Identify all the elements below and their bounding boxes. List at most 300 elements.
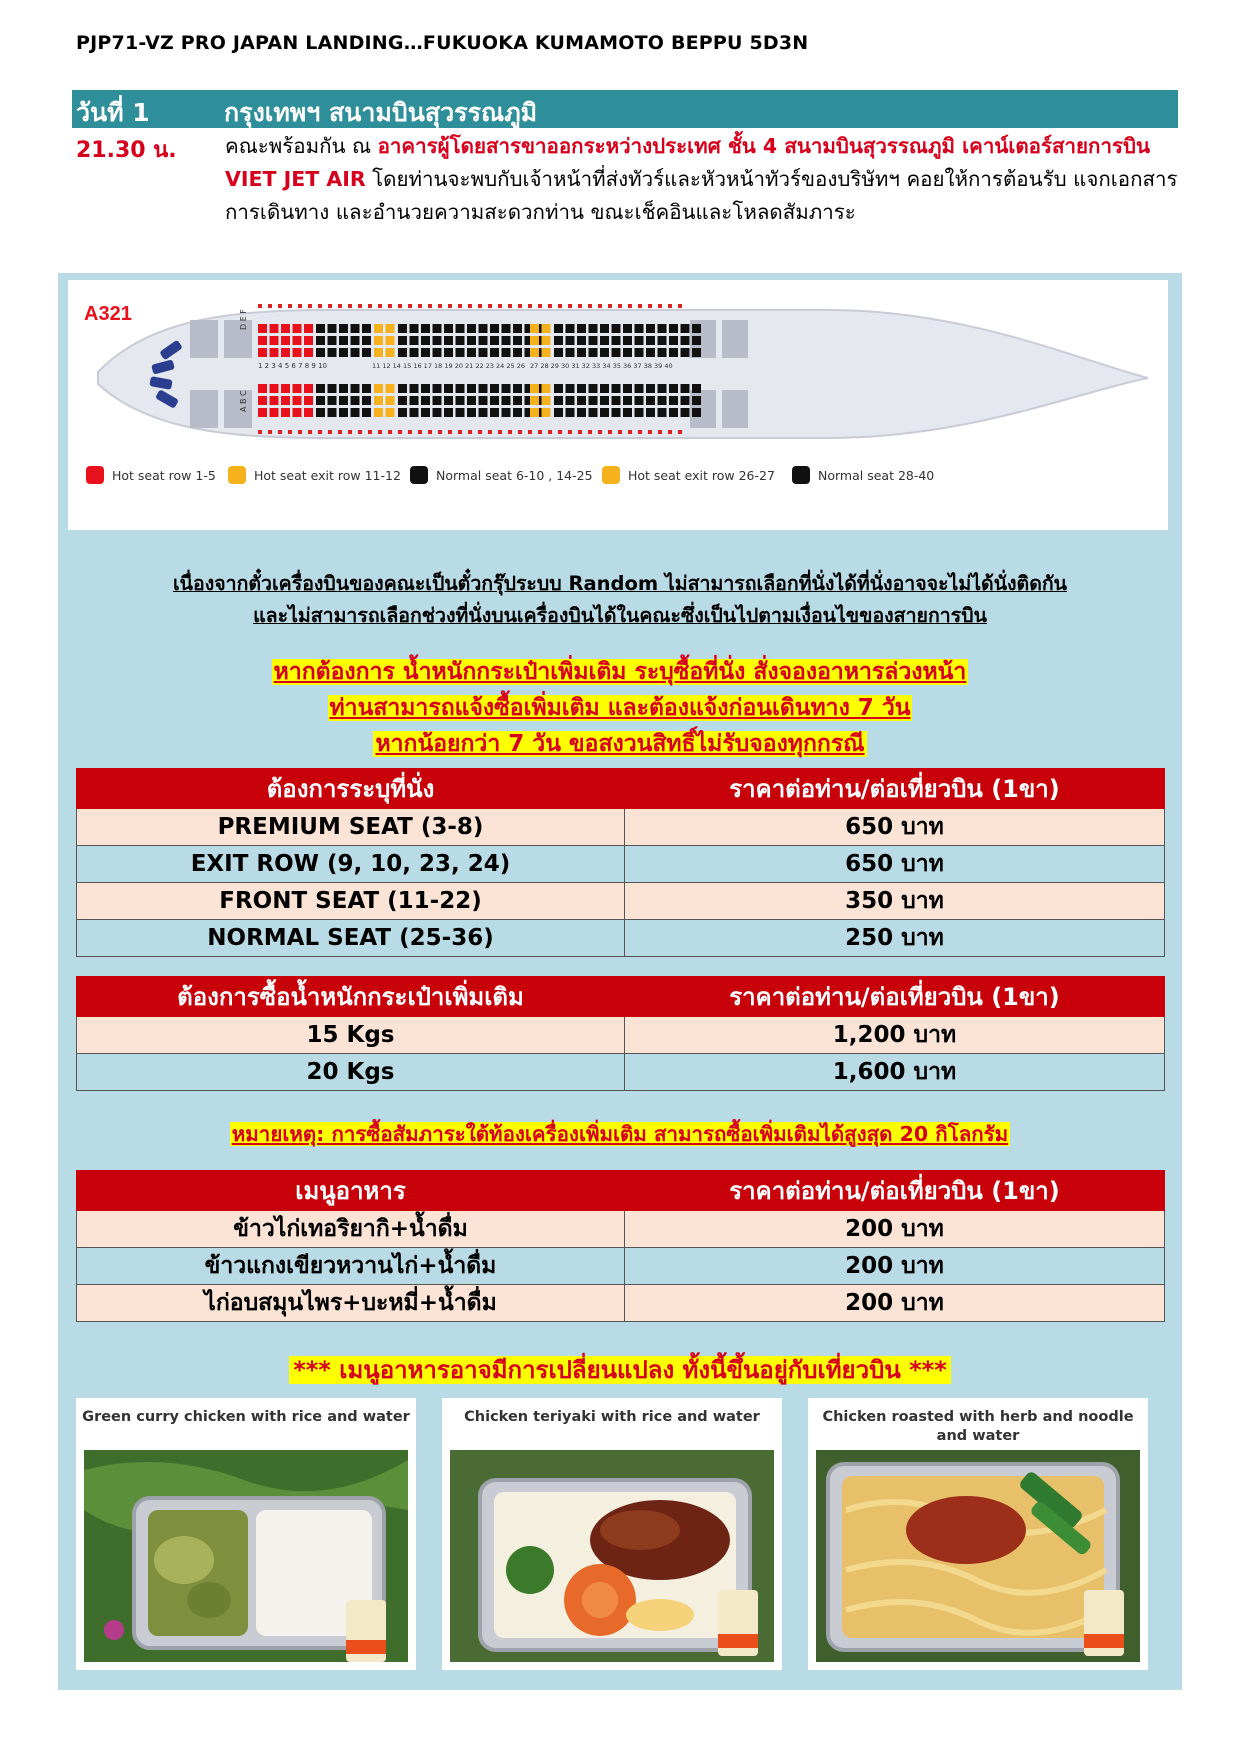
seat-normal — [490, 348, 499, 357]
seat-normal — [490, 384, 499, 393]
seat-price-table — [76, 768, 1165, 957]
table-row — [77, 846, 1165, 883]
seat-hot — [270, 408, 279, 417]
seat-exit — [374, 324, 383, 333]
seat-normal — [600, 348, 609, 357]
window-dot — [258, 430, 262, 434]
seat-exit — [386, 396, 395, 405]
seat-hot — [258, 336, 267, 345]
seat-normal — [362, 408, 371, 417]
seat-normal — [444, 324, 453, 333]
window-dot — [578, 430, 582, 434]
window-dot — [608, 430, 612, 434]
food-caption: Green curry chicken with rice and water — [82, 1409, 410, 1425]
seat-normal — [479, 324, 488, 333]
seat-normal — [502, 396, 511, 405]
seat-normal — [513, 384, 522, 393]
window-dot — [498, 304, 502, 308]
teriyaki-image — [450, 1450, 774, 1662]
seat-hot — [258, 348, 267, 357]
seat-exit — [374, 348, 383, 357]
seat-exit — [386, 384, 395, 393]
food-caption: Chicken teriyaki with rice and water — [464, 1409, 760, 1425]
window-dot — [638, 430, 642, 434]
seat-normal — [566, 348, 575, 357]
seat-normal — [316, 336, 325, 345]
window-dot — [678, 430, 682, 434]
seat-normal — [658, 384, 667, 393]
window-dot — [398, 430, 402, 434]
seat-hot — [304, 408, 313, 417]
window-dot — [408, 430, 412, 434]
seat-normal — [566, 384, 575, 393]
window-dot — [278, 304, 282, 308]
seat-normal — [669, 324, 678, 333]
seat-normal — [444, 408, 453, 417]
seat-hot — [281, 348, 290, 357]
seat-exit — [542, 336, 551, 345]
seat-normal — [362, 396, 371, 405]
seat-normal — [421, 396, 430, 405]
green-curry-image — [84, 1450, 408, 1662]
seat-normal — [339, 384, 348, 393]
window-dot — [298, 304, 302, 308]
seat-normal — [635, 396, 644, 405]
seat-normal — [328, 384, 337, 393]
menu-note-text: *** เมนูอาหารอาจมีการเปลี่ยนแปลง ทั้งนี้ขึ้นอยู่กับเที่ยวบิน *** — [289, 1356, 951, 1384]
seat-normal — [456, 396, 465, 405]
window-dot — [368, 304, 372, 308]
seat-exit — [542, 384, 551, 393]
seat-price: 250 บาท — [625, 920, 1165, 957]
seat-normal — [467, 384, 476, 393]
window-dot — [568, 304, 572, 308]
seat-normal — [600, 396, 609, 405]
seat-normal — [600, 336, 609, 345]
seat-normal — [479, 348, 488, 357]
seat-exit — [374, 384, 383, 393]
itinerary-time: 21.30 น. — [76, 138, 177, 163]
baggage-price-table — [76, 976, 1165, 1091]
seat-normal — [612, 324, 621, 333]
table-row — [77, 1211, 1165, 1248]
window-dot — [588, 304, 592, 308]
seat-normal — [351, 348, 360, 357]
window-dot — [378, 430, 382, 434]
seat-normal — [410, 384, 419, 393]
seat-normal — [554, 396, 563, 405]
seat-normal — [692, 408, 701, 417]
seat-normal — [658, 324, 667, 333]
seat-exit — [530, 348, 539, 357]
seat-normal — [410, 408, 419, 417]
seat-normal — [658, 396, 667, 405]
seat-normal — [566, 396, 575, 405]
window-dot — [448, 430, 452, 434]
window-dot — [678, 304, 682, 308]
seat-normal — [623, 384, 632, 393]
seat-exit — [542, 396, 551, 405]
seat-normal — [479, 336, 488, 345]
seat-normal — [490, 336, 499, 345]
seat-normal — [600, 408, 609, 417]
meal-name: ไก่อบสมุนไพร+บะหมี่+น้ำดื่ม — [77, 1285, 625, 1322]
seat-normal — [362, 384, 371, 393]
seat-hot — [293, 396, 302, 405]
window-dot — [318, 430, 322, 434]
meal-name: ข้าวไก่เทอริยากิ+น้ำดื่ม — [77, 1211, 625, 1248]
window-dot — [428, 430, 432, 434]
seat-type: FRONT SEAT (11-22) — [77, 883, 625, 920]
window-dot — [648, 304, 652, 308]
legend-swatch — [410, 466, 428, 484]
legend-label: Normal seat 6-10 , 14-25 — [436, 468, 593, 483]
window-dot — [468, 304, 472, 308]
itinerary-text-3: โดยท่านจะพบกับเจ้าหน้าที่ส่งทัวร์และหัวหน้าทัวร์ของบริษัทฯ คอยให้การต้อนรับ แจกเอกสารการเดินทาง และอำนวยความสะดวกท่าน ขณะเช็คอินและโหลดสัมภาระ — [225, 167, 1178, 224]
table-row — [77, 1017, 1165, 1054]
window-dot — [268, 430, 272, 434]
food-photo-roasted-chicken — [808, 1398, 1148, 1670]
seat-normal — [513, 348, 522, 357]
seat-hot — [281, 396, 290, 405]
food-caption: Chicken roasted with herb and noodle and water — [822, 1409, 1134, 1444]
seat-normal — [433, 408, 442, 417]
seat-normal — [479, 396, 488, 405]
meal-price: 200 บาท — [625, 1211, 1165, 1248]
window-dot — [258, 304, 262, 308]
meal-header-1: เมนูอาหาร — [77, 1171, 625, 1211]
window-dot — [618, 430, 622, 434]
day-header — [72, 90, 1178, 128]
window-dot — [438, 304, 442, 308]
seat-normal — [351, 324, 360, 333]
seat-normal — [467, 324, 476, 333]
seat-hot — [281, 408, 290, 417]
seat-normal — [577, 336, 586, 345]
window-dot — [348, 430, 352, 434]
day-place: กรุงเทพฯ สนามบินสุวรรณภูมิ — [224, 98, 538, 127]
seat-normal — [554, 408, 563, 417]
window-dot — [518, 304, 522, 308]
table-row — [77, 920, 1165, 957]
roasted-chicken-image — [816, 1450, 1140, 1662]
seat-type: PREMIUM SEAT (3-8) — [77, 809, 625, 846]
seat-normal — [456, 336, 465, 345]
seat-normal — [328, 408, 337, 417]
seat-hot — [293, 408, 302, 417]
seat-normal — [351, 384, 360, 393]
seat-hot — [293, 336, 302, 345]
seat-exit — [386, 336, 395, 345]
seat-exit — [386, 324, 395, 333]
seat-normal — [692, 336, 701, 345]
row-numbers-middle: 11 12 14 15 16 17 18 19 20 21 22 23 24 25 26 — [372, 362, 525, 370]
legend-swatch — [792, 466, 810, 484]
seat-normal — [681, 408, 690, 417]
seat-normal — [635, 408, 644, 417]
window-dot — [658, 430, 662, 434]
seat-normal — [351, 408, 360, 417]
notice-line-2: และไม่สามารถเลือกช่วงที่นั่งบนเครื่องบินได้ในคณะซึ่งเป็นไปตามเงื่อนไขของสายการบิน — [253, 604, 987, 627]
seat-normal — [456, 408, 465, 417]
legend-label: Hot seat row 1-5 — [112, 468, 216, 483]
seat-normal — [589, 348, 598, 357]
seat-price: 650 บาท — [625, 846, 1165, 883]
seat-normal — [623, 324, 632, 333]
meal-price-table — [76, 1170, 1165, 1322]
window-dot — [478, 430, 482, 434]
baggage-price: 1,200 บาท — [625, 1017, 1165, 1054]
seat-normal — [692, 324, 701, 333]
seat-normal — [669, 408, 678, 417]
seat-normal — [589, 324, 598, 333]
seat-normal — [635, 324, 644, 333]
seat-normal — [456, 348, 465, 357]
seat-normal — [467, 408, 476, 417]
window-dot — [548, 430, 552, 434]
seat-normal — [444, 384, 453, 393]
table-row — [77, 883, 1165, 920]
window-dot — [528, 304, 532, 308]
seat-normal — [490, 396, 499, 405]
legend-label: Hot seat exit row 26-27 — [628, 468, 775, 483]
window-dot — [398, 304, 402, 308]
seat-normal — [479, 408, 488, 417]
window-dot — [568, 430, 572, 434]
seat-exit — [542, 324, 551, 333]
seat-map-diagram — [68, 280, 1168, 530]
window-dot — [658, 304, 662, 308]
seat-price: 350 บาท — [625, 883, 1165, 920]
seat-normal — [623, 408, 632, 417]
seat-hot — [270, 336, 279, 345]
seat-normal — [316, 408, 325, 417]
seat-normal — [339, 324, 348, 333]
seat-normal — [513, 336, 522, 345]
seat-normal — [513, 396, 522, 405]
seat-normal — [646, 384, 655, 393]
seat-hot — [270, 348, 279, 357]
window-dot — [668, 304, 672, 308]
window-dot — [338, 304, 342, 308]
seat-normal — [444, 396, 453, 405]
seat-normal — [681, 348, 690, 357]
seat-normal — [589, 336, 598, 345]
seat-normal — [692, 396, 701, 405]
seat-normal — [513, 324, 522, 333]
seat-normal — [328, 336, 337, 345]
window-dot — [268, 304, 272, 308]
extras-notice — [60, 654, 1180, 762]
seat-exit — [542, 348, 551, 357]
meal-price: 200 บาท — [625, 1285, 1165, 1322]
seat-normal — [577, 348, 586, 357]
window-dot — [358, 304, 362, 308]
seat-normal — [316, 348, 325, 357]
seat-normal — [635, 384, 644, 393]
seat-normal — [623, 348, 632, 357]
itinerary-description — [225, 130, 1180, 229]
seat-hot — [304, 384, 313, 393]
seat-normal — [669, 396, 678, 405]
seat-normal — [421, 384, 430, 393]
seat-normal — [681, 336, 690, 345]
window-dot — [478, 304, 482, 308]
seat-normal — [316, 324, 325, 333]
seat-normal — [433, 396, 442, 405]
window-dot — [488, 304, 492, 308]
seat-hot — [293, 384, 302, 393]
seat-normal — [433, 348, 442, 357]
itinerary-text-highlight: อาคารผู้โดยสารขาออกระหว่างประเทศ ชั้น 4 สนามบินสุวรรณภูมิ เคาน์เตอร์สายการบิน VIET JET AIR — [225, 134, 1151, 191]
window-dot — [428, 304, 432, 308]
seat-hot — [304, 396, 313, 405]
window-dot — [558, 430, 562, 434]
window-dot — [638, 304, 642, 308]
window-dot — [438, 430, 442, 434]
seat-normal — [635, 336, 644, 345]
window-dot — [418, 430, 422, 434]
window-dot — [288, 430, 292, 434]
meal-price: 200 บาท — [625, 1248, 1165, 1285]
notice-line-1: เนื่องจากตั๋วเครื่องบินของคณะเป็นตั๋วกรุ๊ประบบ Random ไม่สามารถเลือกที่นั่งได้ที่นั่งอาจจะไม่ได้นั่งติดกัน — [172, 572, 1068, 595]
window-dot — [278, 430, 282, 434]
seat-letters-lower: A B C — [239, 390, 248, 412]
seat-hot — [270, 396, 279, 405]
seat-normal — [502, 348, 511, 357]
seat-normal — [362, 324, 371, 333]
legend-label: Hot seat exit row 11-12 — [254, 468, 401, 483]
window-dot — [348, 304, 352, 308]
seat-exit — [386, 408, 395, 417]
seat-normal — [398, 384, 407, 393]
extras-line-1: หากต้องการ น้ำหนักกระเป๋าเพิ่มเติม ระบุซื้อที่นั่ง สั่งจองอาหารล่วงหน้า — [273, 659, 967, 685]
seat-exit — [374, 408, 383, 417]
seat-normal — [433, 384, 442, 393]
remark-text: หมายเหตุ: การซื้อสัมภาระใต้ท้องเครื่องเพิ่มเติม สามารถซื้อเพิ่มเติมได้สูงสุด 20 กิโลกรัม — [231, 1122, 1009, 1146]
seat-price: 650 บาท — [625, 809, 1165, 846]
window-dot — [508, 304, 512, 308]
window-dot — [358, 430, 362, 434]
day-number: วันที่ 1 — [76, 98, 150, 127]
seat-normal — [692, 348, 701, 357]
window-dot — [538, 304, 542, 308]
seat-exit — [374, 396, 383, 405]
seat-normal — [456, 324, 465, 333]
window-dot — [288, 304, 292, 308]
seat-exit — [530, 396, 539, 405]
seat-normal — [421, 336, 430, 345]
seat-legend — [86, 466, 934, 484]
baggage-weight: 20 Kgs — [77, 1054, 625, 1091]
seat-normal — [646, 396, 655, 405]
window-dot — [468, 430, 472, 434]
seat-hot — [270, 324, 279, 333]
seat-normal — [316, 396, 325, 405]
window-dot — [338, 430, 342, 434]
seat-type: NORMAL SEAT (25-36) — [77, 920, 625, 957]
seat-header-2: ราคาต่อท่าน/ต่อเที่ยวบิน (1ขา) — [625, 769, 1165, 809]
window-dot — [578, 304, 582, 308]
seat-normal — [646, 336, 655, 345]
legend-label: Normal seat 28-40 — [818, 468, 935, 483]
seat-normal — [658, 336, 667, 345]
window-dot — [328, 430, 332, 434]
seat-hot — [281, 324, 290, 333]
seat-hot — [304, 324, 313, 333]
baggage-header-1: ต้องการซื้อน้ำหนักกระเป๋าเพิ่มเติม — [77, 977, 625, 1017]
seat-normal — [658, 348, 667, 357]
seat-normal — [566, 408, 575, 417]
seat-normal — [467, 348, 476, 357]
seat-normal — [502, 384, 511, 393]
seat-hot — [258, 408, 267, 417]
seat-normal — [612, 348, 621, 357]
seat-normal — [589, 396, 598, 405]
seat-normal — [669, 336, 678, 345]
seat-normal — [681, 384, 690, 393]
seat-normal — [433, 324, 442, 333]
window-dot — [598, 304, 602, 308]
seat-normal — [339, 408, 348, 417]
seat-normal — [577, 396, 586, 405]
document-title: PJP71-VZ PRO JAPAN LANDING…FUKUOKA KUMAMOTO BEPPU 5D3N — [76, 32, 809, 54]
window-dot — [388, 430, 392, 434]
seat-normal — [467, 396, 476, 405]
window-dot — [298, 430, 302, 434]
seat-normal — [351, 336, 360, 345]
window-dot — [618, 304, 622, 308]
seat-normal — [410, 336, 419, 345]
aircraft-type: A321 — [84, 303, 132, 325]
meal-name: ข้าวแกงเขียวหวานไก่+น้ำดื่ม — [77, 1248, 625, 1285]
seat-normal — [669, 384, 678, 393]
seat-normal — [362, 348, 371, 357]
seat-normal — [502, 324, 511, 333]
window-dot — [488, 430, 492, 434]
seat-header-1: ต้องการระบุที่นั่ง — [77, 769, 625, 809]
seat-normal — [623, 336, 632, 345]
seat-normal — [490, 408, 499, 417]
seat-normal — [600, 324, 609, 333]
seat-hot — [281, 384, 290, 393]
baggage-header-2: ราคาต่อท่าน/ต่อเที่ยวบิน (1ขา) — [625, 977, 1165, 1017]
window-dot — [628, 430, 632, 434]
window-dot — [378, 304, 382, 308]
seat-normal — [566, 336, 575, 345]
seat-normal — [646, 324, 655, 333]
legend-swatch — [228, 466, 246, 484]
window-dot — [508, 430, 512, 434]
seat-exit — [530, 336, 539, 345]
table-row — [77, 1054, 1165, 1091]
seat-normal — [513, 408, 522, 417]
seat-normal — [612, 396, 621, 405]
seat-type: EXIT ROW (9, 10, 23, 24) — [77, 846, 625, 883]
seat-normal — [433, 336, 442, 345]
seat-hot — [270, 384, 279, 393]
window-dot — [558, 304, 562, 308]
seat-normal — [362, 336, 371, 345]
seat-normal — [316, 384, 325, 393]
seat-normal — [479, 384, 488, 393]
seat-map — [68, 280, 1168, 530]
window-dot — [538, 430, 542, 434]
seat-normal — [658, 408, 667, 417]
seat-hot — [304, 348, 313, 357]
seat-normal — [421, 348, 430, 357]
seat-normal — [398, 324, 407, 333]
